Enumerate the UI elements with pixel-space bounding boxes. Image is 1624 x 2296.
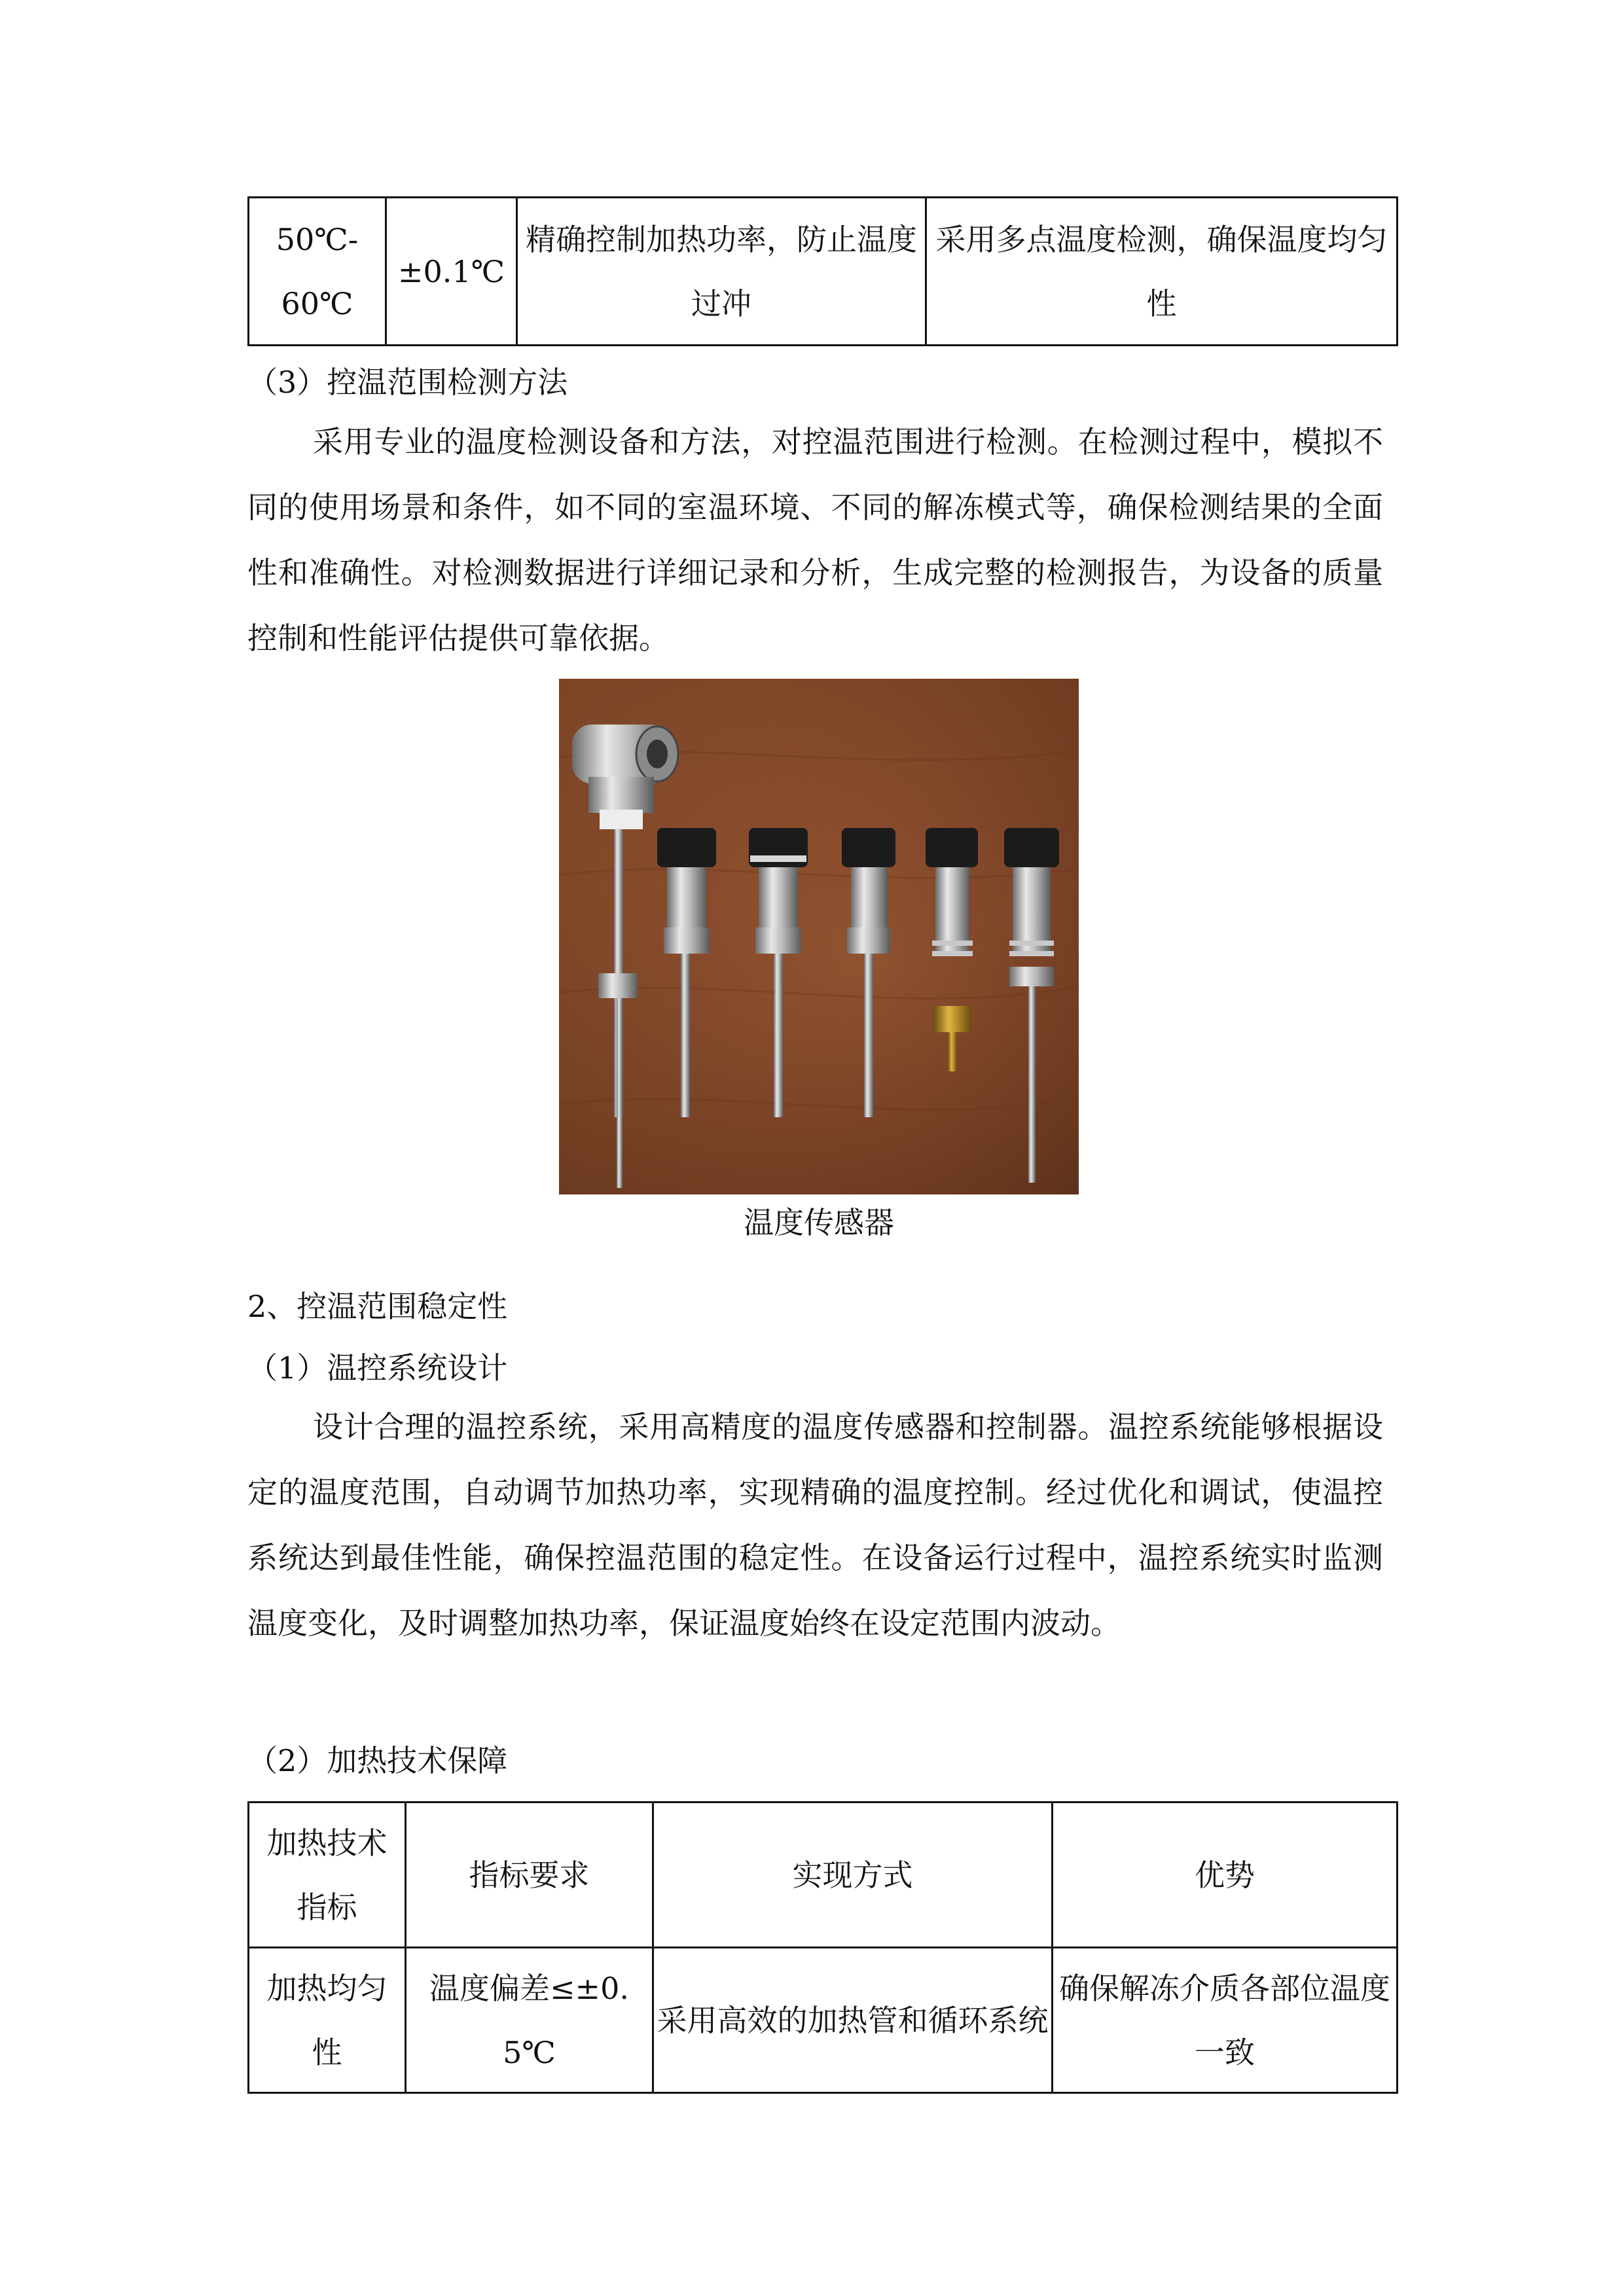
heating-tech-table xyxy=(247,1801,1398,2094)
header-cell: 加热技术指标 xyxy=(249,1803,406,1948)
range-line-1: 50℃- xyxy=(276,221,359,257)
header-cell: 指标要求 xyxy=(406,1803,653,1948)
table-cell: 加热均匀性 xyxy=(249,1948,406,2093)
header-cell: 优势 xyxy=(1053,1803,1398,1948)
subsection-heading-2: （2）加热技术保障 xyxy=(247,1743,508,1778)
paragraph: 设计合理的温控系统，采用高精度的温度传感器和控制器。温控系统能够根据设定的温度范围，自动调节加热功率，实现精确的温度控制。经过优化和调试，使温控系统达到最佳性能，确保控温范围的稳定性。在设备运行过程中，温控系统实时监测温度变化，及时调整加热功率，保证温度始终在设定范围内波动。 xyxy=(247,1409,1383,1641)
range-cell xyxy=(249,198,386,346)
table-header-row xyxy=(249,1803,1398,1948)
section-heading-2: 2、控温范围稳定性 xyxy=(247,1289,508,1324)
table-cell: 确保解冻介质各部位温度一致 xyxy=(1053,1948,1398,2093)
range-line-2: 60℃ xyxy=(281,285,353,321)
control-range-table xyxy=(247,196,1398,346)
method-cell: 精确控制加热功率，防止温度过冲 xyxy=(517,198,926,346)
table-row xyxy=(249,198,1398,346)
section-heading: （3）控温范围检测方法 xyxy=(247,365,568,400)
table-cell: 采用高效的加热管和循环系统 xyxy=(653,1948,1053,2093)
sensor-illustration xyxy=(559,679,1079,1194)
precision-cell: ±0.1℃ xyxy=(386,198,517,346)
sensor-photo xyxy=(559,679,1079,1194)
measure-cell: 采用多点温度检测，确保温度均匀性 xyxy=(926,198,1398,346)
figure-caption: 温度传感器 xyxy=(744,1205,894,1240)
table-row xyxy=(249,1948,1398,2093)
header-cell: 实现方式 xyxy=(653,1803,1053,1948)
paragraph: 采用专业的温度检测设备和方法，对控温范围进行检测。在检测过程中，模拟不同的使用场景和条件，如不同的室温环境、不同的解冻模式等，确保检测结果的全面性和准确性。对检测数据进行详细记录和分析，生成完整的检测报告，为设备的质量控制和性能评估提供可靠依据。 xyxy=(247,424,1383,656)
table-cell: 温度偏差≤±0.5℃ xyxy=(406,1948,653,2093)
subsection-heading-1: （1）温控系统设计 xyxy=(247,1350,508,1386)
